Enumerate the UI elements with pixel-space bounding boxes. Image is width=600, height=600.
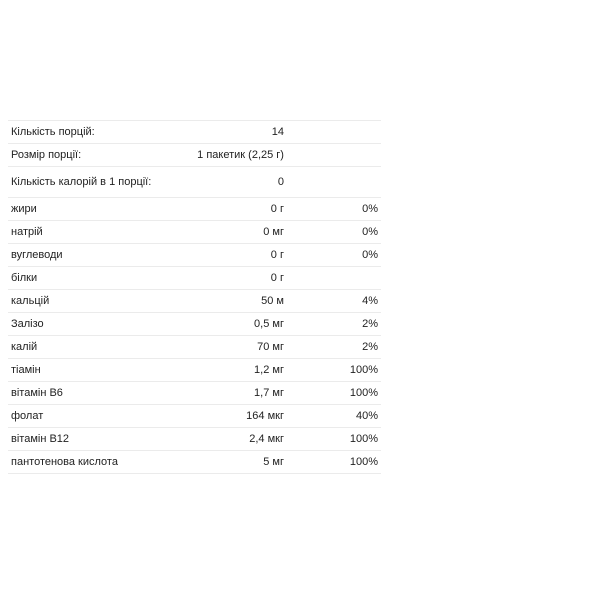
- nutrient-daily-value: 2%: [287, 336, 381, 359]
- nutrient-row: [8, 244, 381, 267]
- nutrient-amount: 1,2 мг: [193, 359, 287, 382]
- nutrient-amount: 1,7 мг: [193, 382, 287, 405]
- nutrient-name: натрій: [8, 221, 193, 244]
- calories-dv: [287, 167, 381, 198]
- nutrient-row: [8, 451, 381, 474]
- nutrient-daily-value: [287, 267, 381, 290]
- nutrient-daily-value: 100%: [287, 382, 381, 405]
- nutrient-amount: 164 мкг: [193, 405, 287, 428]
- nutrient-name: білки: [8, 267, 193, 290]
- nutrient-daily-value: 40%: [287, 405, 381, 428]
- nutrient-daily-value: 4%: [287, 290, 381, 313]
- nutrient-amount: 70 мг: [193, 336, 287, 359]
- nutrient-daily-value: 0%: [287, 244, 381, 267]
- nutrient-name: тіамін: [8, 359, 193, 382]
- nutrient-row: [8, 405, 381, 428]
- nutrient-amount: 5 мг: [193, 451, 287, 474]
- nutrient-daily-value: 0%: [287, 198, 381, 221]
- summary-row-serving-size: [8, 144, 381, 167]
- servings-value: 14: [193, 121, 287, 144]
- nutrient-row: [8, 267, 381, 290]
- serving-size-dv: [287, 144, 381, 167]
- nutrient-name: жири: [8, 198, 193, 221]
- nutrient-daily-value: 0%: [287, 221, 381, 244]
- servings-label: Кількість порцій:: [8, 121, 193, 144]
- nutrient-row: [8, 382, 381, 405]
- nutrient-name: вітамін B12: [8, 428, 193, 451]
- nutrient-name: Залізо: [8, 313, 193, 336]
- nutrition-facts-table: [8, 120, 381, 474]
- nutrition-table-body: [8, 121, 381, 474]
- nutrient-amount: 2,4 мкг: [193, 428, 287, 451]
- nutrient-amount: 0,5 мг: [193, 313, 287, 336]
- nutrient-amount: 0 г: [193, 244, 287, 267]
- nutrient-row: [8, 359, 381, 382]
- summary-row-calories: [8, 167, 381, 198]
- nutrient-amount: 0 г: [193, 267, 287, 290]
- nutrient-name: пантотенова кислота: [8, 451, 193, 474]
- servings-dv: [287, 121, 381, 144]
- nutrient-row: [8, 428, 381, 451]
- nutrient-row: [8, 313, 381, 336]
- serving-size-value: 1 пакетик (2,25 г): [193, 144, 287, 167]
- summary-row-servings: [8, 121, 381, 144]
- nutrient-daily-value: 2%: [287, 313, 381, 336]
- nutrient-amount: 0 мг: [193, 221, 287, 244]
- nutrient-daily-value: 100%: [287, 428, 381, 451]
- nutrient-name: вітамін B6: [8, 382, 193, 405]
- serving-size-label: Розмір порції:: [8, 144, 193, 167]
- nutrient-name: кальцій: [8, 290, 193, 313]
- nutrient-row: [8, 221, 381, 244]
- nutrient-row: [8, 198, 381, 221]
- nutrient-amount: 0 г: [193, 198, 287, 221]
- nutrient-amount: 50 м: [193, 290, 287, 313]
- nutrient-name: вуглеводи: [8, 244, 193, 267]
- nutrient-row: [8, 290, 381, 313]
- calories-value: 0: [193, 167, 287, 198]
- nutrient-row: [8, 336, 381, 359]
- nutrient-name: калій: [8, 336, 193, 359]
- nutrient-daily-value: 100%: [287, 359, 381, 382]
- calories-label: Кількість калорій в 1 порції:: [8, 167, 193, 198]
- nutrient-daily-value: 100%: [287, 451, 381, 474]
- nutrient-name: фолат: [8, 405, 193, 428]
